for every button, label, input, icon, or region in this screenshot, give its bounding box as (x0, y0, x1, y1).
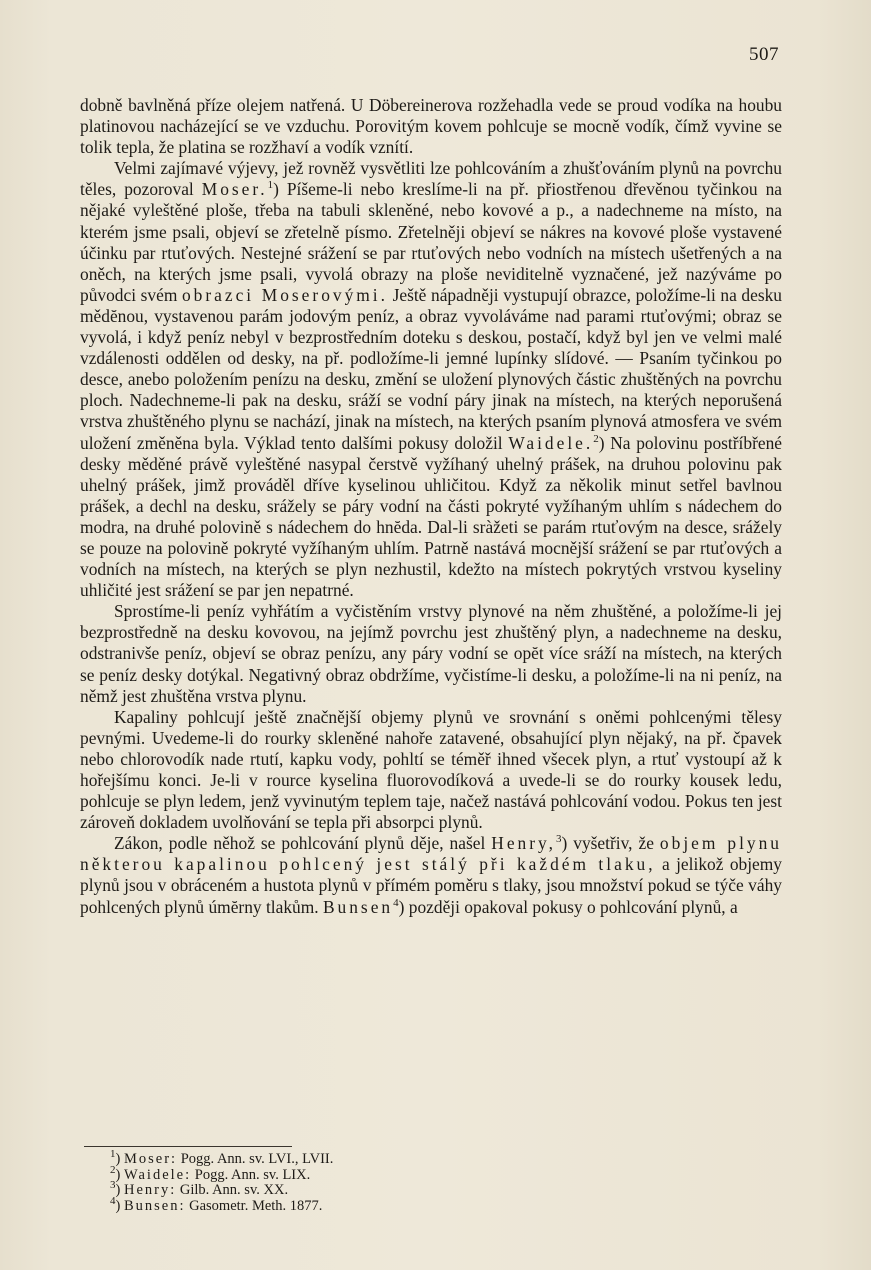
spaced-emphasis: obrazci Moserovými. (181, 284, 388, 305)
footnote-reference: Pogg. Ann. sv. LIX. (194, 1166, 311, 1183)
spaced-emphasis: objem plynu některou kapalinou pohlcený jest stálý při každém tlaku, (80, 833, 782, 875)
footnote-marker: 3 (555, 833, 562, 846)
footnote-paren: ) (115, 1182, 124, 1199)
text-run: Sprostíme-li peníz vyhřátím a vyčistěním vrstvy plynové na něm zhuštěné, a položíme-li jej bezprostředně na desku kovovou, na jejímž povrchu jest zhuštěný plyn, a nadechneme na desku, odstranivše peníz, objeví se obraz penízu, any páry vodní se opĕt více sráží na místech, na kterých se peníz desky dotýkal. Negativný obraz obdržíme, vyčistíme-li desku, a položíme-li na ni peníz, na němž jest zhuštěna vrstva plynu. (80, 601, 782, 706)
footnote-number: 2 (110, 1163, 116, 1176)
footnote (110, 1148, 510, 1168)
text-run: Kapaliny pohlcují ještě značnější objemy plynů ve srovnání s oněmi pohlcenými tělesy pevnými. Uvedeme-li do rourky skleněné nahoře zatavené, obsahující plyn nějaký, na př. čpavek nebo chlorovodík nade rtutí, kapku vody, pohltí se téměř ihned všecek plyn, a rtuť vystoupí až k hořejšímu konci. Je-li v rource kyselina fluorovodíková a uvede-li se do rourky kousek ledu, pohlcuje se plyn ledem, jenž vyvinutým teplem taje, načež nastává pohlcování vodou. Pokus ten jest zároveň dokladem uvolňování se tepla při absorpci plynů. (80, 706, 782, 833)
footnotes (110, 1148, 510, 1214)
footnote-reference: Gasometr. Meth. 1877. (189, 1197, 323, 1214)
footnote (110, 1194, 510, 1215)
spaced-emphasis: Waidele. (508, 432, 594, 453)
spaced-emphasis: Moser. (201, 179, 268, 200)
text-run: ) Píšeme-li nebo kreslíme-li na př. přiostřenou dřevěnou tyčinkou na nějaké vyleštěné ploše, třeba na tabuli skleněné, nebo kovové a p., a nadechneme na místo, na kterém jsme psali, objeví se zřetelně písmo. Zřetelněji objeví se nákres na kovové ploše vystavené účinku par rtuťových. Nestejné srážení se par rtuťových nebo vodních na místech ušetřených a na oněch, na kterých jsme psali, vyvolá obrazy na ploše neviditelně vyznačené, jež nazýváme po původci svém (80, 179, 783, 305)
footnote-author: Bunsen: (123, 1197, 186, 1214)
footnote-rule (84, 1146, 292, 1147)
footnote (110, 1163, 510, 1184)
footnote-number: 1 (110, 1148, 116, 1161)
spaced-emphasis: Bunsen (322, 896, 394, 917)
footnote (110, 1179, 510, 1199)
text-run: Ještě nápadněji vystupují obrazce, položíme-li na desku mědĕnou, vystavenou parám jodovým peníz, a obraz vyvoláváme nad parami rtuťovými; obraz se vyvolá, i když peníz nebyl v bezprostředním doteku s deskou, postačí, když byl jen ve velmi malé vzdálenosti oddělen od desky, na př. podložíme-li jemné lupínky slídové. — Psaním tyčinkou po desce, anebo položením penízu na desku, změní se uložení plynových částic zhuštěných na povrchu ploch. Nadechneme-li pak na desku, sráží se vodní páry jinak na místech, na kterých neporušená vrstva zhuštěného plynu se nachází, jinak na místech, na kterých psaním plynová atmosfera ve svém uložení změněna byla. Výklad tento dalšími pokusy doložil (80, 284, 782, 453)
footnote-author: Henry: (123, 1182, 177, 1199)
footnote-marker: 4 (393, 896, 399, 909)
text-run: dobně bavlněná příze olejem natřená. U Döbereinerova rozžehadla vede se proud vodíka na houbu platinovou nacházející se ve vzduchu. Porovitým kovem pohlcuje se mocně vodík, čímž vyvine se tolik tepla, že platina se rozžhaví a vodík vznítí. (80, 95, 782, 158)
footnote-author: Waidele: (123, 1166, 192, 1183)
paragraph (80, 95, 782, 158)
text-run: ) vyšetřiv, že (561, 833, 660, 854)
footnote-marker: 2 (593, 432, 599, 445)
paragraph (80, 601, 782, 706)
footnote-paren: ) (115, 1166, 124, 1183)
paragraph (80, 158, 782, 601)
footnote-number: 3 (110, 1179, 116, 1192)
footnote-paren: ) (115, 1197, 124, 1214)
spaced-emphasis: Henry, (491, 833, 556, 854)
footnote-marker: 1 (267, 179, 274, 192)
footnote-reference: Pogg. Ann. sv. LVI., LVII. (180, 1151, 334, 1167)
text-run: ) Na polovinu postříbřené desky měděné právě vyleštěné nasypal čerstvě vyžíhaný uhelný prášek, na druhou polovinu pak uhelný prášek, jimž prováděl dříve kyselinou uhličitou. Když za několik minut setřel bavlnou prášek, a dechl na desku, srážely se páry vodní na části pokryté vyžíhaným uhlím s nádechem do modra, na druhé polovině s nádechem do hnĕda. Dal-li sràžeti se parám rtuťovým na desce, srážely se pouze na polovině pokryté vyžíhaným uhlím. Patrně nastává mocnější srážení se par rtuťových a vodních na místech, na kterých se plyn nezhustil, kdežto na místech pokrytých vrstvou kyseliny uhličité jest srážení se par jen nepatrné. (80, 432, 782, 601)
body-text (80, 95, 782, 918)
text-run: Zákon, podle něhož se pohlcování plynů děje, našel (114, 833, 492, 854)
text-run: a jelikož objemy plynů jsou v obráceném a hustota plynů v přímém poměru s tlaky, jsou množství pokud se týče váhy pohlcených plynů úmĕrny tlakům. (80, 854, 783, 917)
footnote-paren: ) (115, 1151, 124, 1167)
footnote-number: 4 (110, 1194, 116, 1207)
footnote-reference: Gilb. Ann. sv. XX. (179, 1182, 289, 1199)
footnote-author: Moser: (123, 1151, 178, 1167)
text-run: Velmi zajímavé výjevy, jež rovněž vysvětliti lze pohlcováním a zhušťováním plynů na povrchu těles, pozoroval (80, 158, 782, 200)
paragraph (80, 833, 782, 917)
page-number: 507 (749, 44, 779, 65)
text-run: ) později opakoval pokusy o pohlcování plynů, a (398, 896, 738, 917)
paragraph (80, 707, 782, 834)
